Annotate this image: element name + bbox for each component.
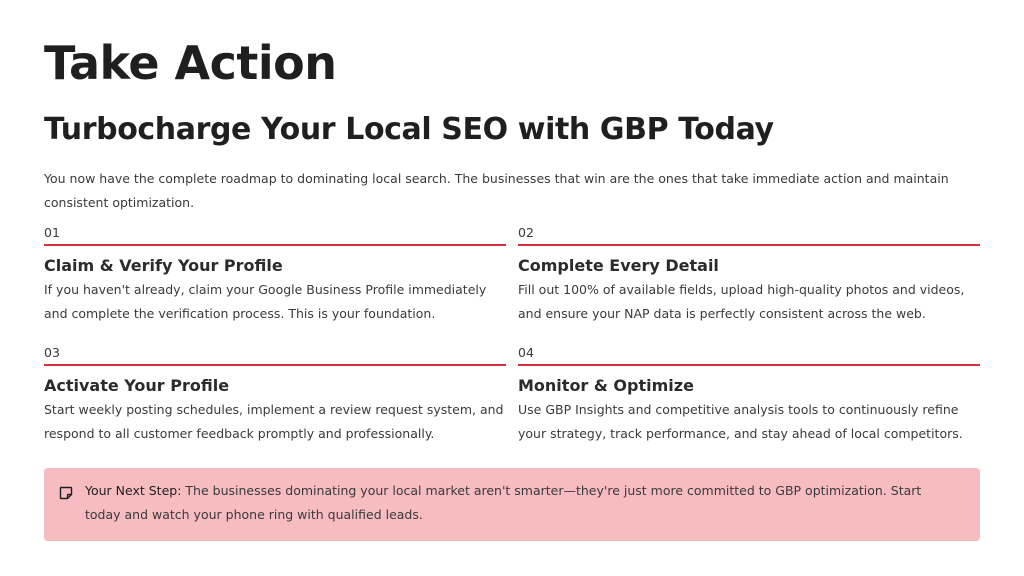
step-title: Activate Your Profile	[44, 376, 230, 395]
step-number: 03	[44, 345, 506, 366]
step-description: If you haven't already, claim your Google Business Profile immediately and complete the verification process. This is your foundation.	[44, 282, 487, 321]
step-description: Start weekly posting schedules, implement a review request system, and respond to all customer feedback promptly and professionally.	[44, 402, 504, 441]
callout-text	[85, 479, 960, 527]
step-description: Fill out 100% of available fields, upload high-quality photos and videos, and ensure your NAP data is perfectly consistent across the web.	[518, 282, 965, 321]
step-number: 01	[44, 225, 506, 246]
steps-grid	[44, 225, 980, 449]
step-title: Monitor & Optimize	[518, 376, 694, 395]
step-number: 04	[518, 345, 980, 366]
page-subtitle: Turbocharge Your Local SEO with GBP Today	[44, 112, 774, 147]
intro-paragraph: You now have the complete roadmap to dominating local search. The businesses that win are the ones that take immediate action and maintain consistent optimization.	[44, 171, 949, 210]
step-card-04	[518, 345, 980, 449]
step-title: Claim & Verify Your Profile	[44, 256, 283, 275]
callout-label: Your Next Step:	[85, 483, 182, 498]
page-title: Take Action	[44, 36, 337, 90]
step-number: 02	[518, 225, 980, 246]
step-title: Complete Every Detail	[518, 256, 719, 275]
callout-body: The businesses dominating your local market aren't smarter—they're just more committed to GBP optimization. Start today and watch your phone ring with qualified leads.	[85, 483, 922, 522]
next-step-callout	[44, 468, 980, 541]
step-card-01	[44, 225, 506, 329]
step-description: Use GBP Insights and competitive analysis tools to continuously refine your strategy, track performance, and stay ahead of local competitors.	[518, 402, 963, 441]
step-card-03	[44, 345, 506, 449]
sticky-note-icon	[59, 486, 73, 500]
step-card-02	[518, 225, 980, 329]
